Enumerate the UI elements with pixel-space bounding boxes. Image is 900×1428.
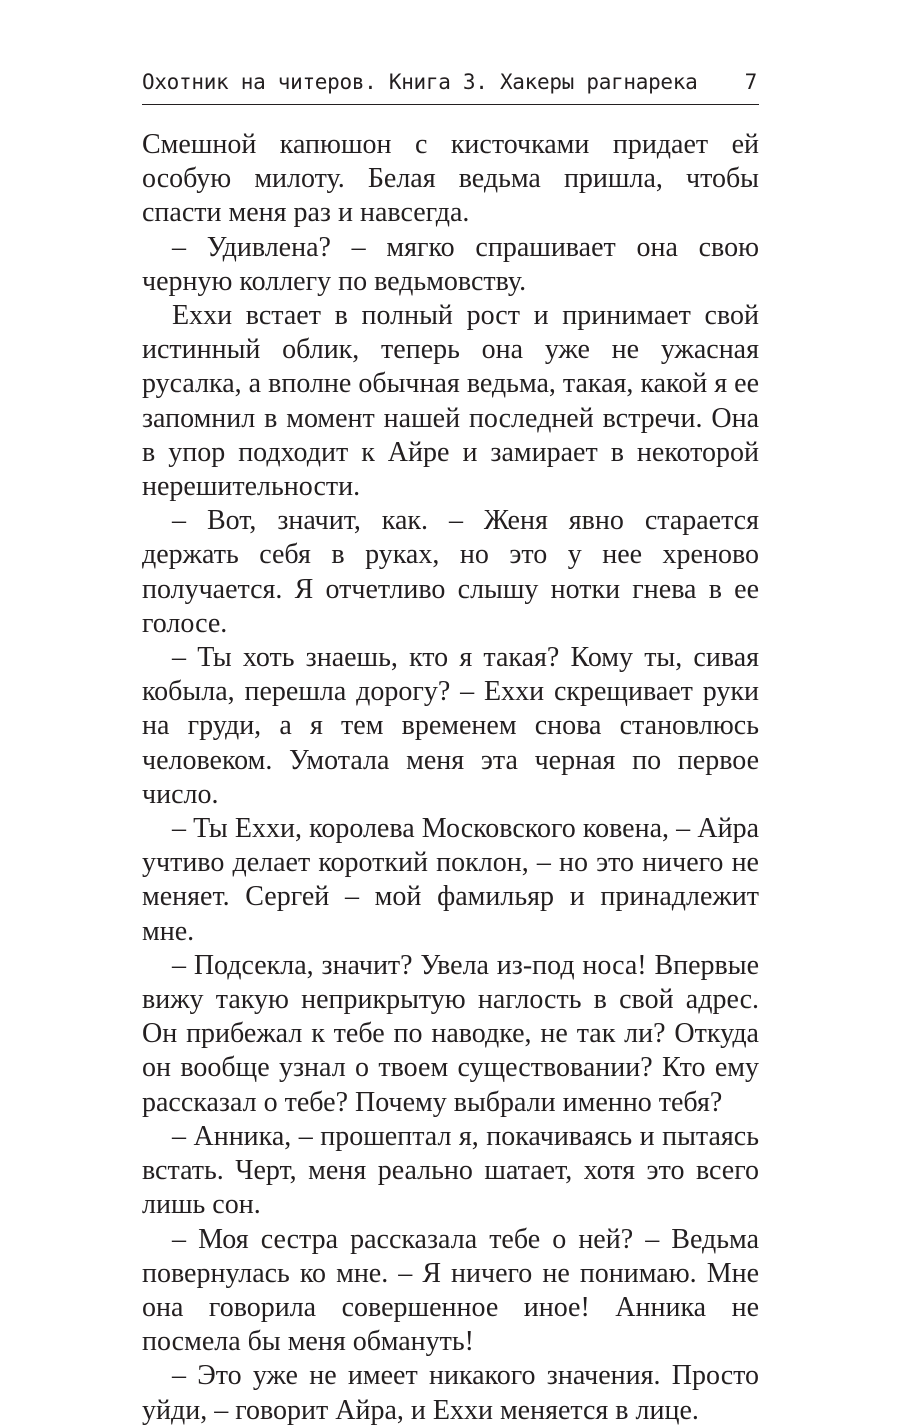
page-number: 7 <box>744 70 757 94</box>
paragraph: – Удивлена? – мягко спрашивает она свою черную коллегу по ведьмовству. <box>142 231 759 297</box>
paragraph: – Ты Еххи, королева Московского ковена, – Айра учтиво делает короткий поклон, – но это ничего не меняет. Сергей – мой фамильяр и принадлежит мне. <box>142 813 759 947</box>
body-text <box>142 128 759 1428</box>
paragraph: – Анника, – прошептал я, покачиваясь и пытаясь встать. Черт, меня реально шатает, хотя это всего лишь сон. <box>142 1120 759 1221</box>
paragraph: Еххи встает в полный рост и принимает свой истинный облик, теперь она уже не ужасная русалка, а вполне обычная ведьма, такая, какой я ее запомнил в момент нашей последней встречи. Она в упор подходит к Айре и замирает в некоторой нерешительности. <box>142 300 759 503</box>
paragraph: – Подсекла, значит? Увела из-под носа! Впервые вижу такую неприкрытую наглость в свой адрес. Он прибежал к тебе по наводке, не так ли? Откуда он вообще узнал о твоем существовании? Кто ему рассказал о тебе? Почему выбрали именно тебя? <box>142 949 759 1118</box>
paragraph: – Это уже не имеет никакого значения. Просто уйди, – говорит Айра, и Еххи меняется в лице. <box>142 1360 759 1426</box>
paragraph: – Ты хоть знаешь, кто я такая? Кому ты, сивая кобыла, перешла дорогу? – Еххи скрещивает руки на груди, а я тем временем снова становлюсь человеком. Умотала меня эта черная по первое число. <box>142 642 759 810</box>
paragraph: – Вот, значит, как. – Женя явно старается держать себя в руках, но это у нее хреново получается. Я отчетливо слышу нотки гнева в ее голосе. <box>142 505 759 639</box>
paragraph: – Моя сестра рассказала тебе о ней? – Ведьма повернулась ко мне. – Я ничего не понимаю. Мне она говорила совершенное иное! Анника не посмела бы меня обмануть! <box>142 1223 759 1358</box>
paragraph: Смешной капюшон с кисточками придает ей особую милоту. Белая ведьма пришла, чтобы спасти меня раз и навсегда. <box>142 129 759 229</box>
running-header <box>142 64 759 105</box>
running-title: Охотник на читеров. Книга 3. Хакеры рагнарека <box>142 70 698 94</box>
